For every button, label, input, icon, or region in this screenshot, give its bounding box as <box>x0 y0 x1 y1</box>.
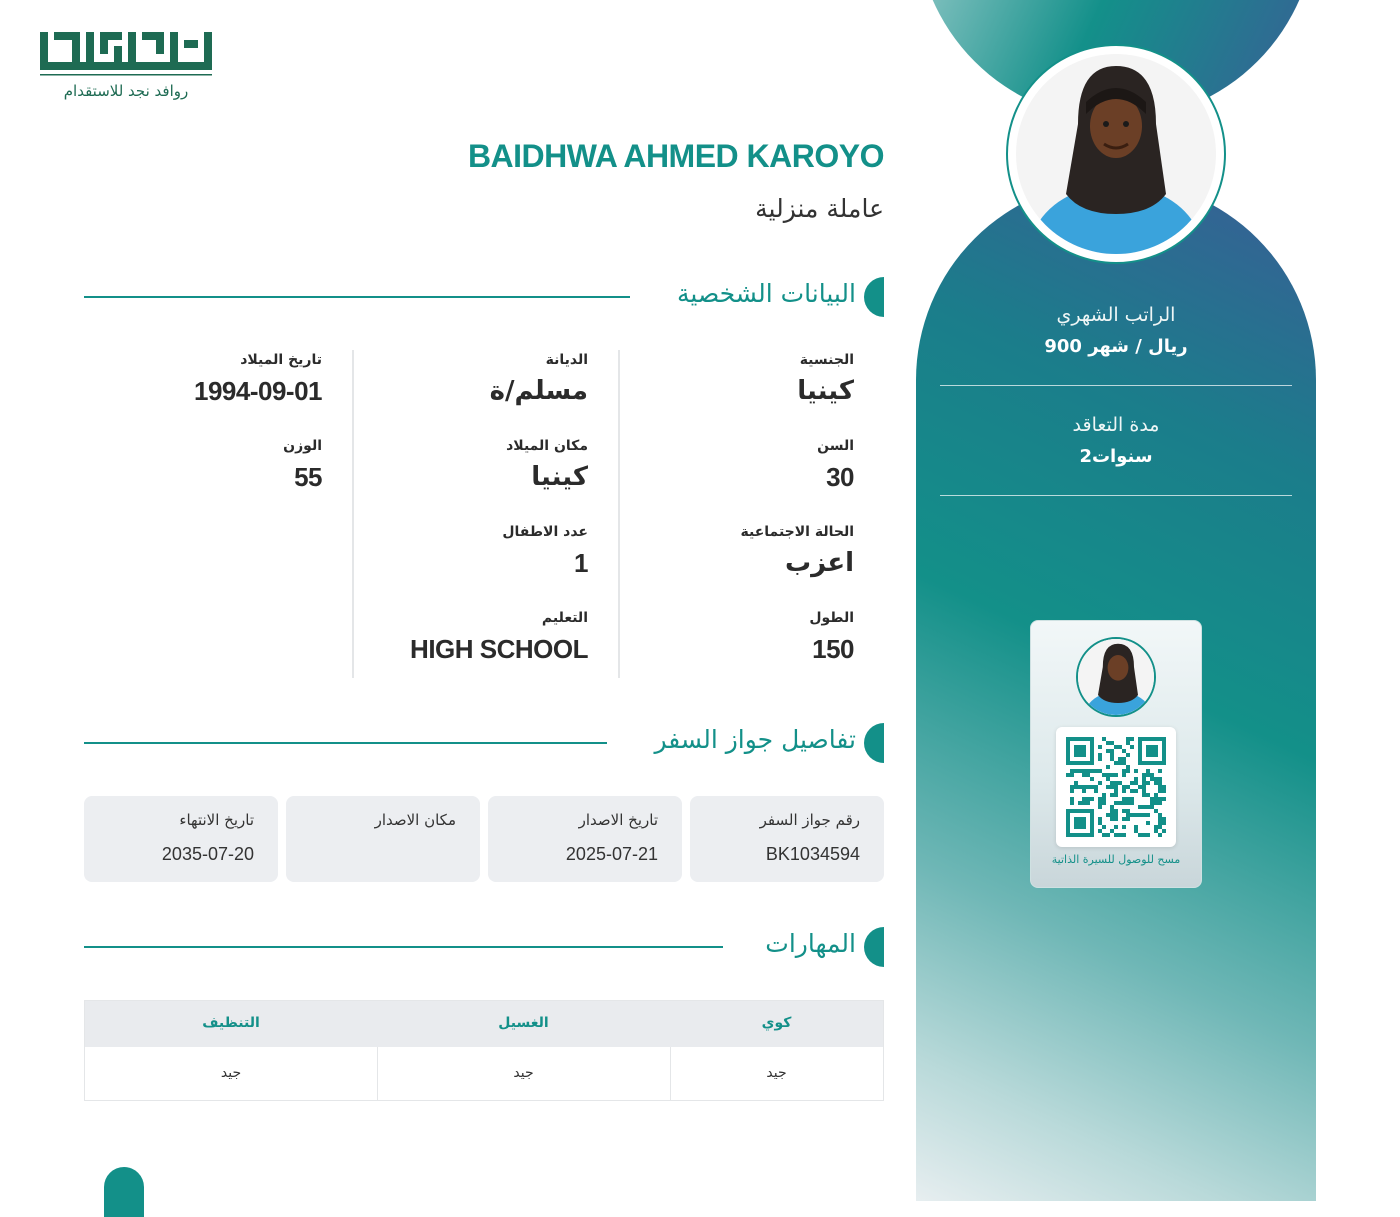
candidate-role: عاملة منزلية <box>755 194 884 223</box>
salary-label: الراتب الشهري <box>1056 304 1176 326</box>
field-value: 30 <box>826 462 854 492</box>
card-value: 2035-07-20 <box>161 844 254 864</box>
section-title: تفاصيل جواز السفر <box>654 725 856 754</box>
card-value: BK1034594 <box>765 844 860 864</box>
field-value: مسلم/ة <box>489 376 588 406</box>
field-value: 1 <box>574 548 588 578</box>
nationality-field <box>797 352 854 406</box>
section-rule <box>84 742 607 744</box>
age-field <box>817 438 854 493</box>
religion-field <box>490 352 588 406</box>
person-portrait-image <box>1078 639 1156 717</box>
skill-column-header: الغسيل <box>498 1015 549 1031</box>
contract-label: مدة التعاقد <box>1072 414 1160 436</box>
birthplace-field <box>506 438 588 492</box>
qr-card[interactable] <box>1030 620 1202 888</box>
marital-status-field <box>741 524 854 578</box>
card-label: مكان الاصدار <box>374 811 456 829</box>
field-label: تاريخ الميلاد <box>240 352 322 368</box>
field-label: عدد الاطفال <box>502 524 588 540</box>
divider <box>940 495 1292 496</box>
field-label: الحالة الاجتماعية <box>740 524 854 540</box>
divider <box>940 385 1292 386</box>
salary-value: 900 ريال / شهر <box>1044 336 1188 357</box>
skill-level-cell: جيد <box>220 1065 242 1081</box>
field-label: الطول <box>809 610 854 626</box>
field-value: 150 <box>812 634 854 664</box>
skill-column-header: التنظيف <box>202 1015 260 1031</box>
mini-profile-photo <box>1076 637 1156 717</box>
field-label: مكان الميلاد <box>506 438 588 454</box>
field-label: السن <box>817 438 854 454</box>
field-value: كينيا <box>531 462 588 492</box>
card-label: تاريخ الانتهاء <box>179 811 254 829</box>
section-header-personal <box>84 277 884 319</box>
skill-level-cell: جيد <box>766 1065 787 1081</box>
expiry-date-card <box>84 796 278 882</box>
card-label: تاريخ الاصدار <box>578 811 658 829</box>
qr-caption: مسح للوصول للسيرة الذاتية <box>1051 853 1181 866</box>
weight-field <box>283 438 322 493</box>
height-field <box>809 610 854 665</box>
card-label: رقم جواز السفر <box>759 811 860 829</box>
field-label: الجنسية <box>799 352 854 368</box>
field-value: 1994-09-01 <box>194 376 322 406</box>
qr-code[interactable] <box>1056 727 1176 847</box>
profile-photo-frame <box>1006 44 1226 264</box>
footer-tab-marker <box>104 1167 144 1217</box>
candidate-name: BAIDHWA AHMED KAROYO <box>467 138 884 174</box>
section-header-passport <box>84 723 884 765</box>
contract-block <box>940 414 1292 467</box>
salary-block <box>940 304 1292 357</box>
contract-value: 2سنوات <box>1079 446 1153 467</box>
personal-column-3 <box>86 350 352 678</box>
card-value: 2025-07-21 <box>565 844 658 864</box>
section-rule <box>84 946 723 948</box>
qr-code-icon <box>1056 727 1176 847</box>
skills-table <box>84 1000 884 1101</box>
skill-level-cell: جيد <box>513 1065 534 1081</box>
sidebar <box>916 0 1316 1201</box>
issue-date-card <box>488 796 682 882</box>
section-tab-marker <box>864 723 884 763</box>
section-header-skills <box>84 927 884 969</box>
field-label: الديانة <box>545 352 588 368</box>
section-rule <box>84 296 630 298</box>
skill-column-header: كوي <box>761 1015 792 1031</box>
field-value: اعزب <box>785 548 854 578</box>
issue-place-card <box>286 796 480 882</box>
passport-number-card <box>690 796 884 882</box>
field-value: 55 <box>294 462 322 492</box>
education-field <box>410 610 588 665</box>
logo-mark-icon <box>38 30 218 80</box>
section-tab-marker <box>864 277 884 317</box>
section-title: المهارات <box>765 929 856 958</box>
profile-photo <box>1016 54 1216 254</box>
field-label: الوزن <box>283 438 322 454</box>
section-tab-marker <box>864 927 884 967</box>
personal-column-2 <box>352 350 618 678</box>
personal-column-1 <box>618 350 884 678</box>
field-value: كينيا <box>797 376 854 406</box>
logo-subtitle: روافد نجد للاستقدام <box>63 82 189 100</box>
birthdate-field <box>194 352 322 407</box>
children-field <box>502 524 588 579</box>
section-title: البيانات الشخصية <box>677 279 856 308</box>
person-portrait-image <box>1016 54 1216 254</box>
field-value: HIGH SCHOOL <box>410 634 588 664</box>
field-label: التعليم <box>541 610 588 626</box>
